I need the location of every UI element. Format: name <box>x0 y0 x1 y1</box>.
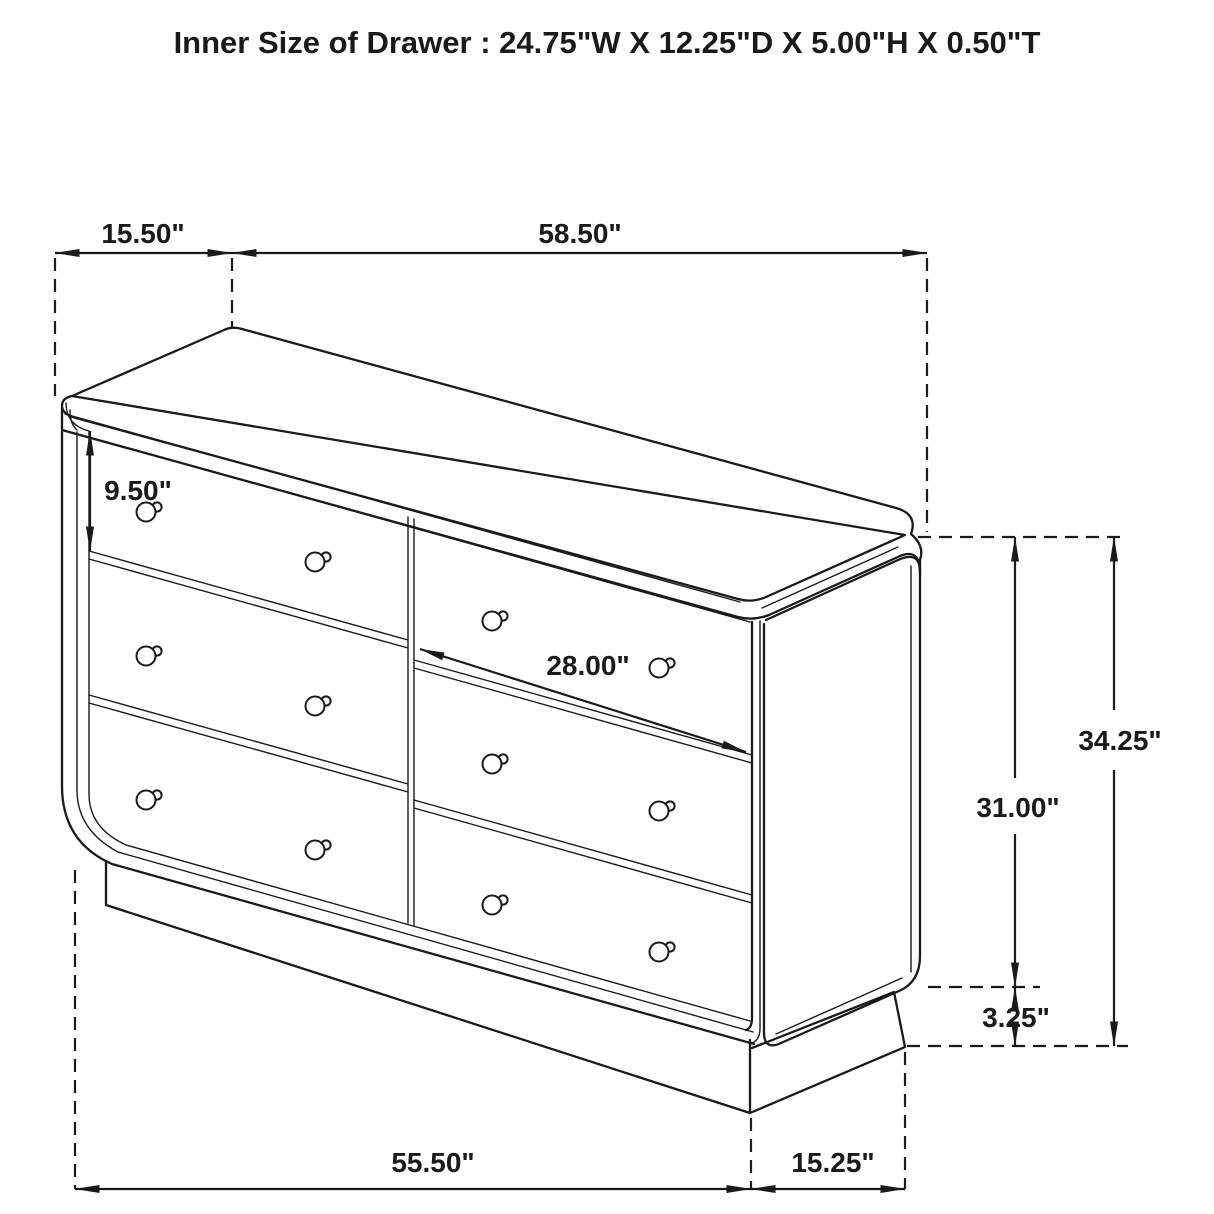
drawer-knob <box>650 801 675 820</box>
drawer-knob <box>306 552 331 571</box>
drawer-knob <box>137 646 162 665</box>
dimension-label-overall-height: 34.25" <box>1078 725 1162 756</box>
drawer-divider-vertical <box>408 517 414 925</box>
front-right-edge <box>746 622 752 1030</box>
dimension-annotations <box>55 218 1162 1189</box>
dresser-base-front <box>106 862 750 1113</box>
dresser-base-right <box>750 992 905 1113</box>
diagram-title: Inner Size of Drawer : 24.75"W X 12.25"D X 5.00"H X 0.50"T <box>173 25 1041 60</box>
drawer-knob <box>306 840 331 859</box>
dimension-label-bottom-depth: 15.25" <box>791 1147 875 1178</box>
dresser-left-side-inner <box>77 432 753 1032</box>
dresser-right-side <box>764 557 920 1045</box>
front-right-edge-inner <box>752 621 760 1043</box>
drawer-knob <box>306 696 331 715</box>
dimension-label-body-height: 31.00" <box>976 792 1060 823</box>
front-face-top-line <box>89 437 750 622</box>
dimension-label-bottom-width: 55.50" <box>391 1147 475 1178</box>
dimension-label-drawer-front-width: 28.00" <box>546 650 630 681</box>
right-side-detail <box>776 566 911 1034</box>
drawer-knob <box>483 611 508 630</box>
drawer-knob <box>483 754 508 773</box>
drawer-divider-left-2 <box>89 695 408 792</box>
drawer-knob <box>483 895 508 914</box>
drawer-divider-left-1 <box>89 551 408 648</box>
dresser-drawing <box>62 328 921 1113</box>
dimension-label-top-drawer-height: 9.50" <box>104 475 172 506</box>
drawer-knob <box>650 942 675 961</box>
drawer-knob <box>650 658 675 677</box>
drawer-knob <box>137 790 162 809</box>
dresser-top-surface <box>62 328 921 601</box>
dimension-label-base-height: 3.25" <box>982 1002 1050 1033</box>
dimension-label-top-depth: 15.50" <box>101 218 185 249</box>
dimension-label-top-width: 58.50" <box>538 218 622 249</box>
drawer-divider-right-2 <box>414 800 752 903</box>
